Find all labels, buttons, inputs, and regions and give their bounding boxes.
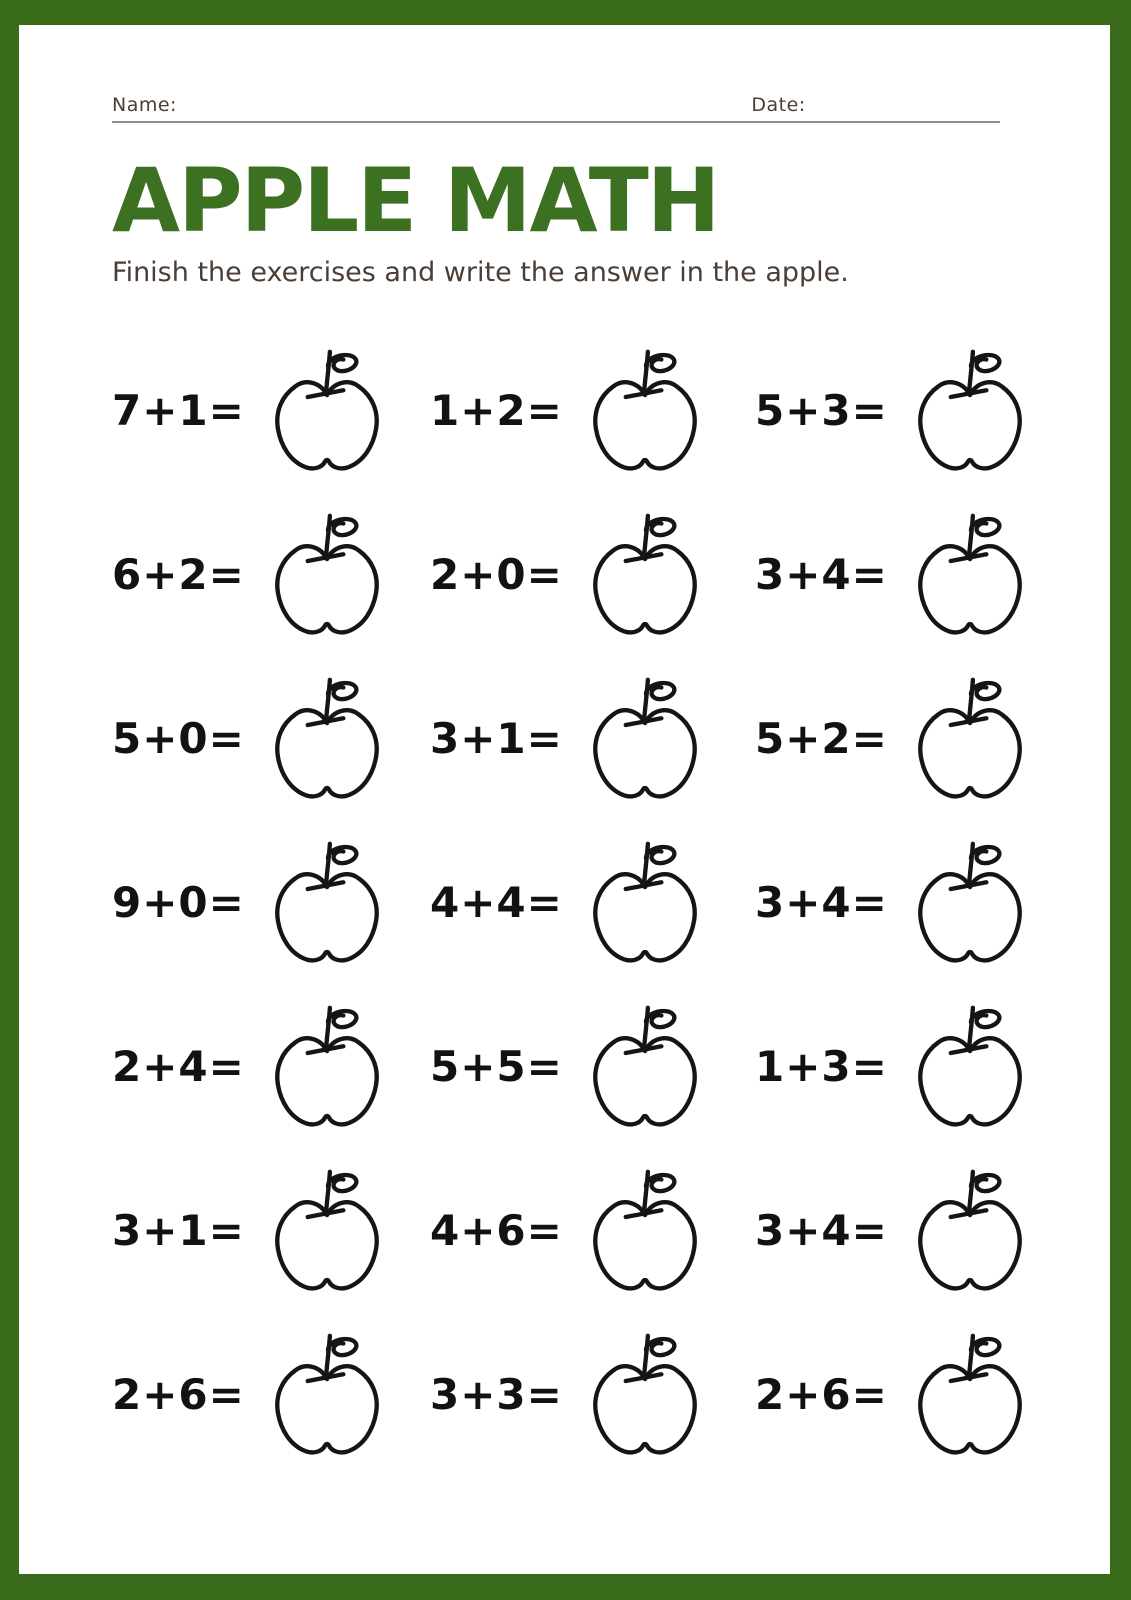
equation-text: 3+4= bbox=[755, 1205, 888, 1255]
exercise-cell bbox=[112, 492, 430, 656]
exercise-cell bbox=[112, 1148, 430, 1312]
page-subtitle: Finish the exercises and write the answer in the apple. bbox=[112, 257, 849, 288]
exercise-cell bbox=[112, 656, 430, 820]
exercise-cell bbox=[755, 328, 1050, 492]
exercise-cell bbox=[430, 1312, 755, 1476]
equation-text: 2+4= bbox=[112, 1041, 245, 1091]
apple-answer-area[interactable] bbox=[269, 839, 385, 966]
apple-answer-area[interactable] bbox=[912, 1331, 1028, 1458]
exercise-cell bbox=[430, 492, 755, 656]
equation-text: 5+3= bbox=[755, 385, 888, 435]
equation-text: 3+3= bbox=[430, 1369, 563, 1419]
apple-answer-area[interactable] bbox=[269, 511, 385, 638]
date-label: Date: bbox=[751, 94, 806, 116]
equation-text: 5+5= bbox=[430, 1041, 563, 1091]
exercise-cell bbox=[112, 820, 430, 984]
apple-answer-area[interactable] bbox=[587, 1331, 703, 1458]
apple-answer-area[interactable] bbox=[269, 675, 385, 802]
equation-text: 6+2= bbox=[112, 549, 245, 599]
apple-answer-area[interactable] bbox=[587, 1167, 703, 1294]
apple-answer-area[interactable] bbox=[912, 1003, 1028, 1130]
equation-text: 1+2= bbox=[430, 385, 563, 435]
exercise-cell bbox=[755, 656, 1050, 820]
apple-answer-area[interactable] bbox=[912, 511, 1028, 638]
worksheet-page bbox=[19, 71, 1110, 1476]
equation-text: 2+6= bbox=[112, 1369, 245, 1419]
exercise-cell bbox=[755, 984, 1050, 1148]
exercise-cell bbox=[112, 328, 430, 492]
exercise-grid bbox=[112, 328, 1050, 1476]
equation-text: 1+3= bbox=[755, 1041, 888, 1091]
exercise-cell bbox=[755, 1312, 1050, 1476]
exercise-cell bbox=[430, 984, 755, 1148]
equation-text: 3+4= bbox=[755, 877, 888, 927]
equation-text: 5+0= bbox=[112, 713, 245, 763]
equation-text: 2+0= bbox=[430, 549, 563, 599]
name-label: Name: bbox=[112, 94, 177, 116]
exercise-cell bbox=[112, 1312, 430, 1476]
equation-text: 3+1= bbox=[112, 1205, 245, 1255]
apple-answer-area[interactable] bbox=[269, 1331, 385, 1458]
apple-answer-area[interactable] bbox=[587, 511, 703, 638]
apple-answer-area[interactable] bbox=[269, 1167, 385, 1294]
exercise-cell bbox=[755, 492, 1050, 656]
apple-answer-area[interactable] bbox=[912, 675, 1028, 802]
equation-text: 7+1= bbox=[112, 385, 245, 435]
exercise-cell bbox=[430, 328, 755, 492]
exercise-cell bbox=[430, 820, 755, 984]
name-date-row bbox=[112, 71, 1000, 123]
page-title: APPLE MATH bbox=[112, 149, 719, 252]
apple-answer-area[interactable] bbox=[912, 347, 1028, 474]
apple-answer-area[interactable] bbox=[269, 1003, 385, 1130]
equation-text: 4+4= bbox=[430, 877, 563, 927]
exercise-cell bbox=[430, 1148, 755, 1312]
apple-answer-area[interactable] bbox=[587, 675, 703, 802]
apple-answer-area[interactable] bbox=[587, 839, 703, 966]
apple-answer-area[interactable] bbox=[587, 1003, 703, 1130]
equation-text: 9+0= bbox=[112, 877, 245, 927]
apple-answer-area[interactable] bbox=[912, 839, 1028, 966]
equation-text: 3+4= bbox=[755, 549, 888, 599]
apple-answer-area[interactable] bbox=[269, 347, 385, 474]
equation-text: 3+1= bbox=[430, 713, 563, 763]
apple-answer-area[interactable] bbox=[587, 347, 703, 474]
equation-text: 2+6= bbox=[755, 1369, 888, 1419]
equation-text: 5+2= bbox=[755, 713, 888, 763]
exercise-cell bbox=[430, 656, 755, 820]
exercise-cell bbox=[755, 1148, 1050, 1312]
exercise-cell bbox=[755, 820, 1050, 984]
apple-answer-area[interactable] bbox=[912, 1167, 1028, 1294]
exercise-cell bbox=[112, 984, 430, 1148]
equation-text: 4+6= bbox=[430, 1205, 563, 1255]
